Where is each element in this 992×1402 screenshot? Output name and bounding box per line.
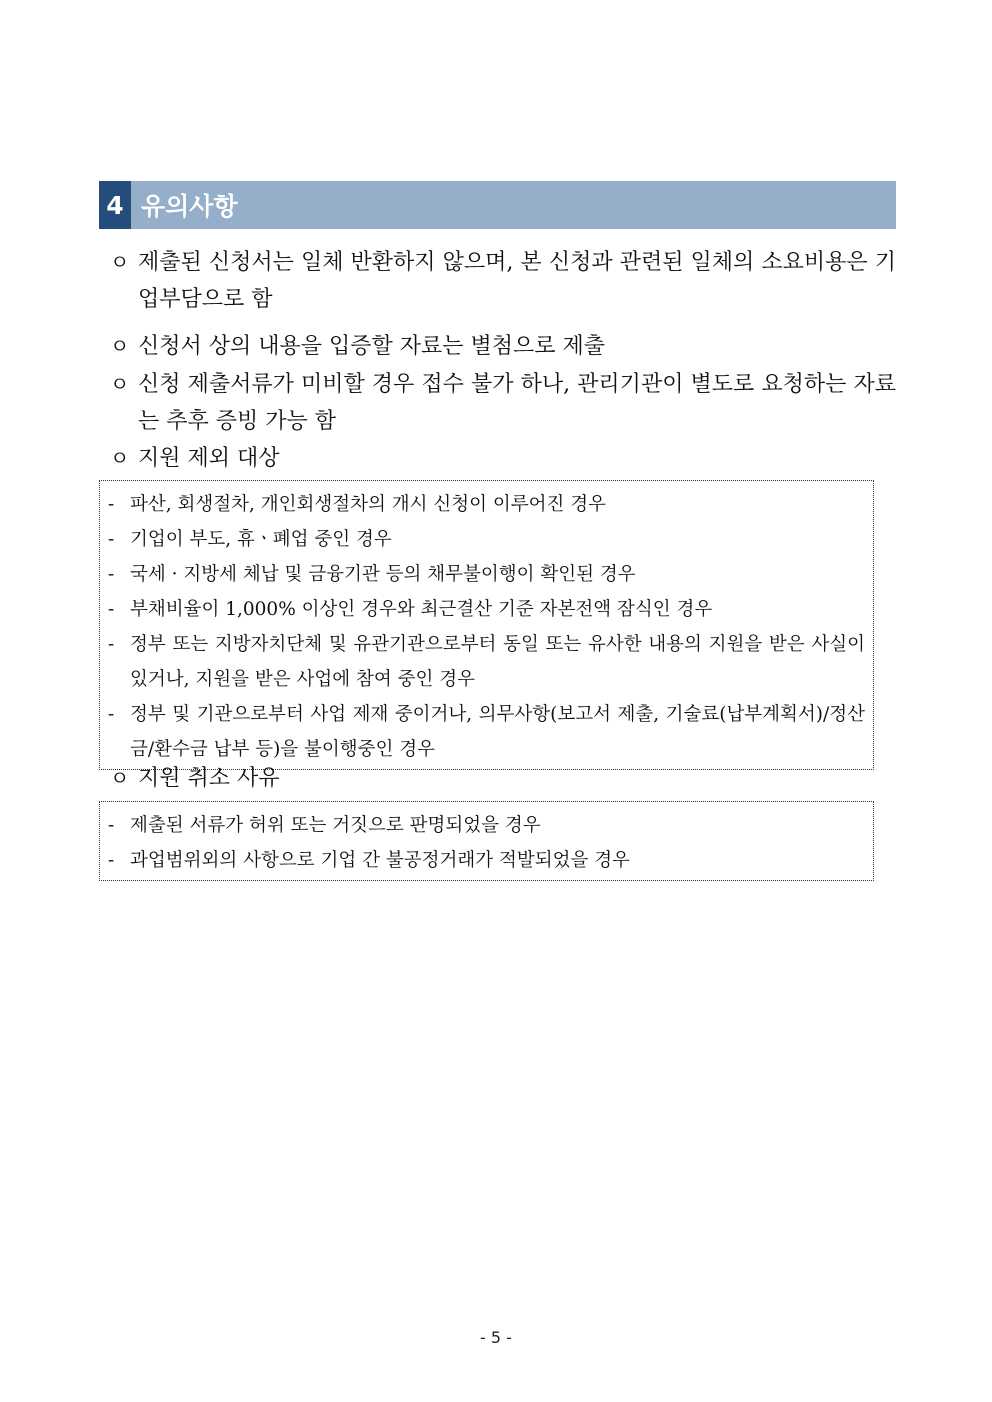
exclusion-box [99, 480, 874, 770]
bullet-icon: ㅇ [110, 446, 130, 470]
list-item: - 기업이 부도, 휴ㆍ폐업 중인 경우 [108, 522, 865, 557]
list-item: - 부채비율이 1,000% 이상인 경우와 최근결산 기준 자본전액 잠식인 경우 [108, 592, 865, 627]
bullet-icon: ㅇ [110, 766, 130, 790]
notice-text: 신청서 상의 내용을 입증할 자료는 별첨으로 제출 [138, 334, 606, 359]
dash-icon: - [108, 599, 115, 620]
bullet-icon: ㅇ [110, 334, 130, 358]
section-title: 유의사항 [141, 192, 238, 221]
notice-item-5 [110, 760, 896, 797]
list-item: - 과업범위외의 사항으로 기업 간 불공정거래가 적발되었을 경우 [108, 843, 865, 878]
notice-item-2 [110, 328, 896, 365]
notice-text: 지원 취소 사유 [138, 766, 280, 791]
list-item: - 정부 또는 지방자치단체 및 유관기관으로부터 동일 또는 유사한 내용의 지원을 받은 사실이 있거나, 지원을 받은 사업에 참여 중인 경우 [108, 627, 865, 697]
notice-item-4 [110, 440, 896, 477]
section-header [99, 181, 896, 229]
dash-icon: - [108, 634, 115, 655]
cancellation-box [99, 801, 874, 881]
notice-text: 신청 제출서류가 미비할 경우 접수 불가 하나, 관리기관이 별도로 요청하는 자료는 추후 증빙 가능 함 [138, 372, 896, 434]
bullet-icon: ㅇ [110, 250, 130, 274]
dash-icon: - [108, 529, 115, 550]
notice-item-1 [110, 244, 896, 318]
bullet-icon: ㅇ [110, 372, 130, 396]
page-number: - 5 - [480, 1328, 512, 1347]
notice-item-3 [110, 366, 896, 440]
dash-icon: - [108, 494, 115, 515]
dash-icon: - [108, 564, 115, 585]
dash-icon: - [108, 704, 115, 725]
section-number: 4 [99, 181, 131, 229]
dash-icon: - [108, 815, 115, 836]
notice-text: 지원 제외 대상 [138, 446, 280, 471]
notice-text: 제출된 신청서는 일체 반환하지 않으며, 본 신청과 관련된 일체의 소요비용은 기업부담으로 함 [138, 250, 896, 312]
list-item: - 파산, 회생절차, 개인회생절차의 개시 신청이 이루어진 경우 [108, 487, 865, 522]
list-item: - 제출된 서류가 허위 또는 거짓으로 판명되었을 경우 [108, 808, 865, 843]
list-item: - 국세 · 지방세 체납 및 금융기관 등의 채무불이행이 확인된 경우 [108, 557, 865, 592]
dash-icon: - [108, 850, 115, 871]
list-item: - 정부 및 기관으로부터 사업 제재 중이거나, 의무사항(보고서 제출, 기술료(납부계획서)/정산금/환수금 납부 등)을 불이행중인 경우 [108, 697, 865, 767]
